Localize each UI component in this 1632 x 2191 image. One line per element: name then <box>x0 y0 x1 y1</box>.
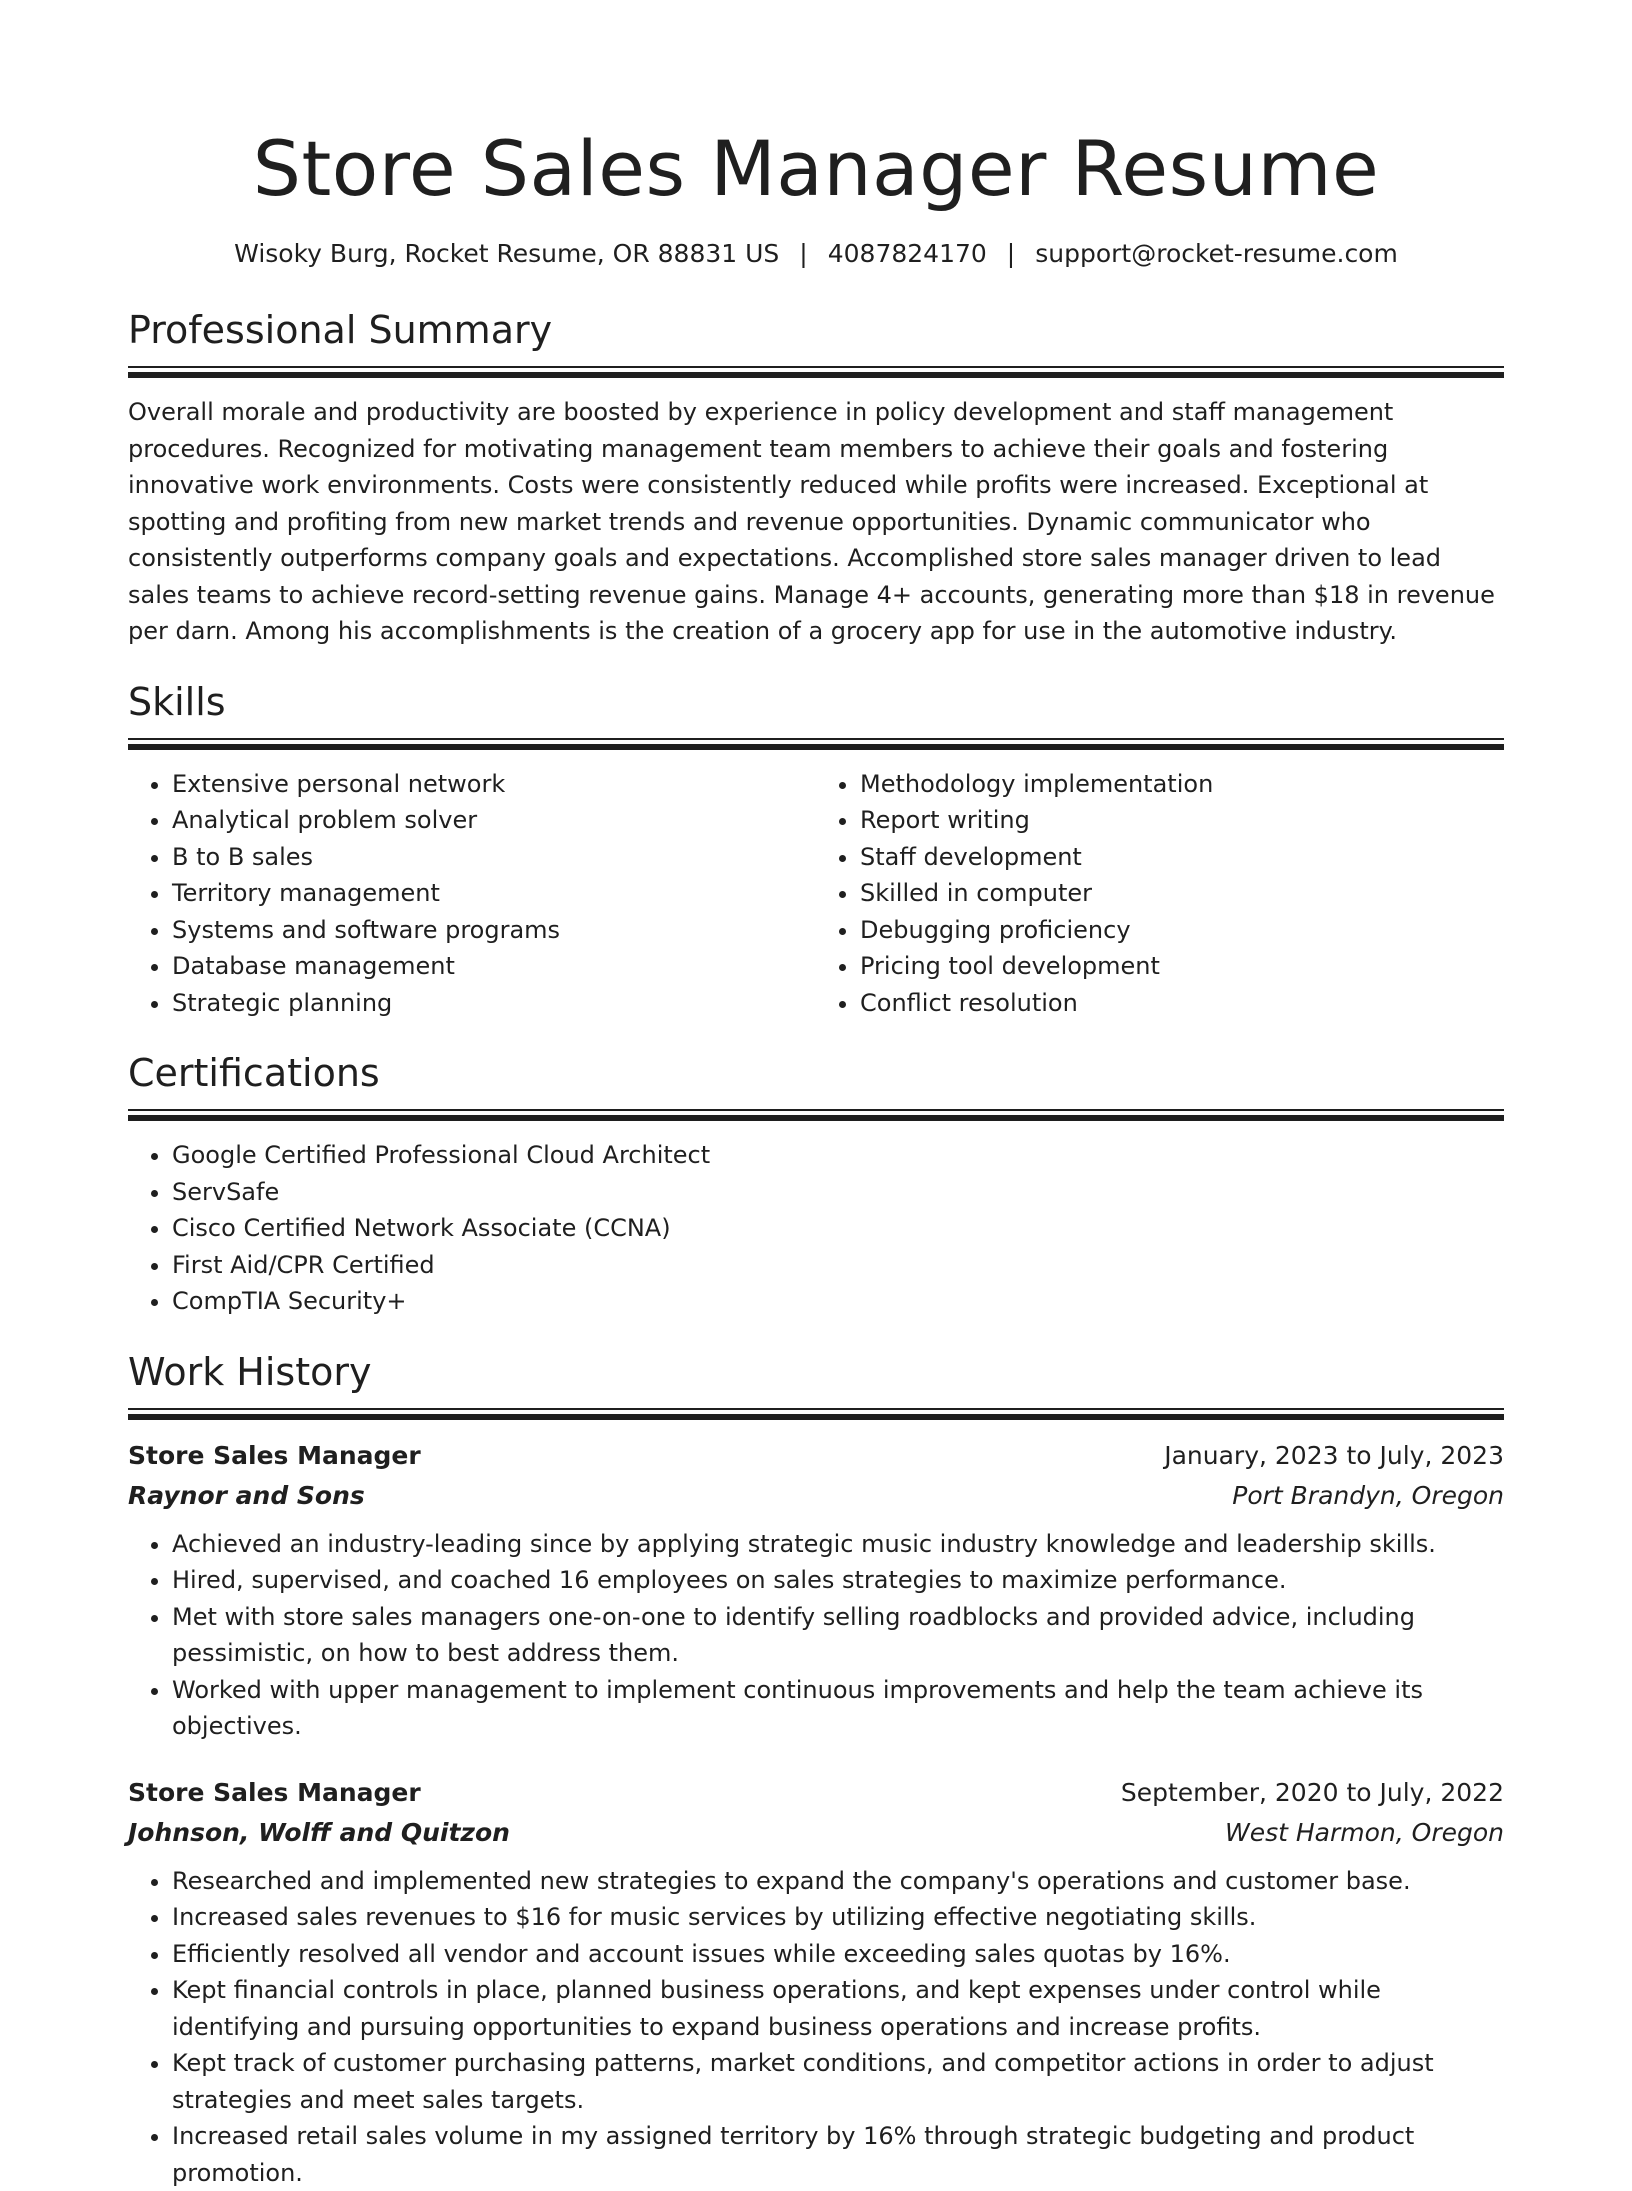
skill-item: • Methodology implementation <box>860 766 1504 803</box>
job-subheader <box>128 1476 1504 1516</box>
skill-item: • Debugging proficiency <box>860 912 1504 949</box>
skill-item: • Territory management <box>172 875 816 912</box>
phone-text: 4087824170 <box>828 239 987 268</box>
section-heading: Work History <box>128 1348 1504 1396</box>
job-bullet: • Met with store sales managers one-on-one to identify selling roadblocks and provided advice, including pessimistic, on how to best address them. <box>172 1599 1504 1672</box>
address-text: Wisoky Burg, Rocket Resume, OR 88831 US <box>234 239 779 268</box>
job-header <box>128 1773 1504 1813</box>
job-dates: January, 2023 to July, 2023 <box>1164 1436 1504 1476</box>
skill-item: • Strategic planning <box>172 985 816 1022</box>
job-bullet: • Increased sales revenues to $16 for music services by utilizing effective negotiating skills. <box>172 1899 1504 1936</box>
section-heading: Professional Summary <box>128 306 1504 354</box>
certification-item: • Google Certified Professional Cloud Architect <box>172 1137 1504 1174</box>
job-entry <box>128 1773 1504 2191</box>
skills-columns <box>128 766 1504 1022</box>
summary-text: Overall morale and productivity are boosted by experience in policy development and staff management procedures. Recognized for motivating management team members to achieve their goals and fostering innovative work environments. Costs were consistently reduced while profits were increased. Exceptional at spotting and profiting from new market trends and revenue opportunities. Dynamic communicator who consistently outperforms company goals and expectations. Accomplished store sales manager driven to lead sales teams to achieve record-setting revenue gains. Manage 4+ accounts, generating more than $18 in revenue per darn. Among his accomplishments is the creation of a grocery app for use in the automotive industry. <box>128 394 1504 650</box>
skills-list-right <box>816 766 1504 1022</box>
certification-item: • CompTIA Security+ <box>172 1283 1504 1320</box>
job-bullet: • Worked with upper management to implement continuous improvements and help the team achieve its objectives. <box>172 1672 1504 1745</box>
skills-list-left <box>128 766 816 1022</box>
email-link[interactable]: support@rocket-resume.com <box>1035 239 1398 268</box>
skill-item: • Report writing <box>860 802 1504 839</box>
section-divider <box>128 366 1504 378</box>
job-bullets <box>128 1863 1504 2191</box>
section-heading: Certifications <box>128 1049 1504 1097</box>
job-bullet: • Efficiently resolved all vendor and account issues while exceeding sales quotas by 16%. <box>172 1936 1504 1973</box>
job-bullet: • Kept financial controls in place, planned business operations, and kept expenses under control while identifying and pursuing opportunities to expand business operations and increase profits. <box>172 1972 1504 2045</box>
job-bullet: • Researched and implemented new strategies to expand the company's operations and customer base. <box>172 1863 1504 1900</box>
work-history-section <box>128 1348 1504 2191</box>
summary-section <box>128 306 1504 650</box>
certification-item: • First Aid/CPR Certified <box>172 1247 1504 1284</box>
page-title: Store Sales Manager Resume <box>128 0 1504 214</box>
skills-section <box>128 678 1504 1022</box>
certifications-section <box>128 1049 1504 1320</box>
separator: | <box>1007 239 1015 268</box>
job-header <box>128 1436 1504 1476</box>
job-entry <box>128 1436 1504 1745</box>
job-title: Store Sales Manager <box>128 1436 421 1476</box>
company-name: Raynor and Sons <box>128 1476 365 1516</box>
skill-item: • Staff development <box>860 839 1504 876</box>
job-bullets <box>128 1526 1504 1745</box>
skill-item: • Conflict resolution <box>860 985 1504 1022</box>
job-bullet: • Kept track of customer purchasing patterns, market conditions, and competitor actions in order to adjust strategies and meet sales targets. <box>172 2045 1504 2118</box>
job-bullet: • Hired, supervised, and coached 16 employees on sales strategies to maximize performance. <box>172 1562 1504 1599</box>
skill-item: • Database management <box>172 948 816 985</box>
section-divider <box>128 738 1504 750</box>
skill-item: • Pricing tool development <box>860 948 1504 985</box>
skill-item: • B to B sales <box>172 839 816 876</box>
contact-line <box>128 238 1504 270</box>
job-subheader <box>128 1813 1504 1853</box>
job-title: Store Sales Manager <box>128 1773 421 1813</box>
certification-item: • ServSafe <box>172 1174 1504 1211</box>
section-divider <box>128 1109 1504 1121</box>
company-name: Johnson, Wolff and Quitzon <box>128 1813 510 1853</box>
separator: | <box>799 239 807 268</box>
job-dates: September, 2020 to July, 2022 <box>1121 1773 1504 1813</box>
job-bullet: • Increased retail sales volume in my assigned territory by 16% through strategic budgeting and product promotion. <box>172 2118 1504 2191</box>
section-divider <box>128 1408 1504 1420</box>
skill-item: • Analytical problem solver <box>172 802 816 839</box>
job-location: West Harmon, Oregon <box>1225 1813 1504 1853</box>
section-heading: Skills <box>128 678 1504 726</box>
job-location: Port Brandyn, Oregon <box>1232 1476 1504 1516</box>
skill-item: • Extensive personal network <box>172 766 816 803</box>
skill-item: • Skilled in computer <box>860 875 1504 912</box>
certification-item: • Cisco Certified Network Associate (CCNA) <box>172 1210 1504 1247</box>
certifications-list <box>128 1137 1504 1320</box>
skill-item: • Systems and software programs <box>172 912 816 949</box>
job-bullet: • Achieved an industry-leading since by applying strategic music industry knowledge and leadership skills. <box>172 1526 1504 1563</box>
